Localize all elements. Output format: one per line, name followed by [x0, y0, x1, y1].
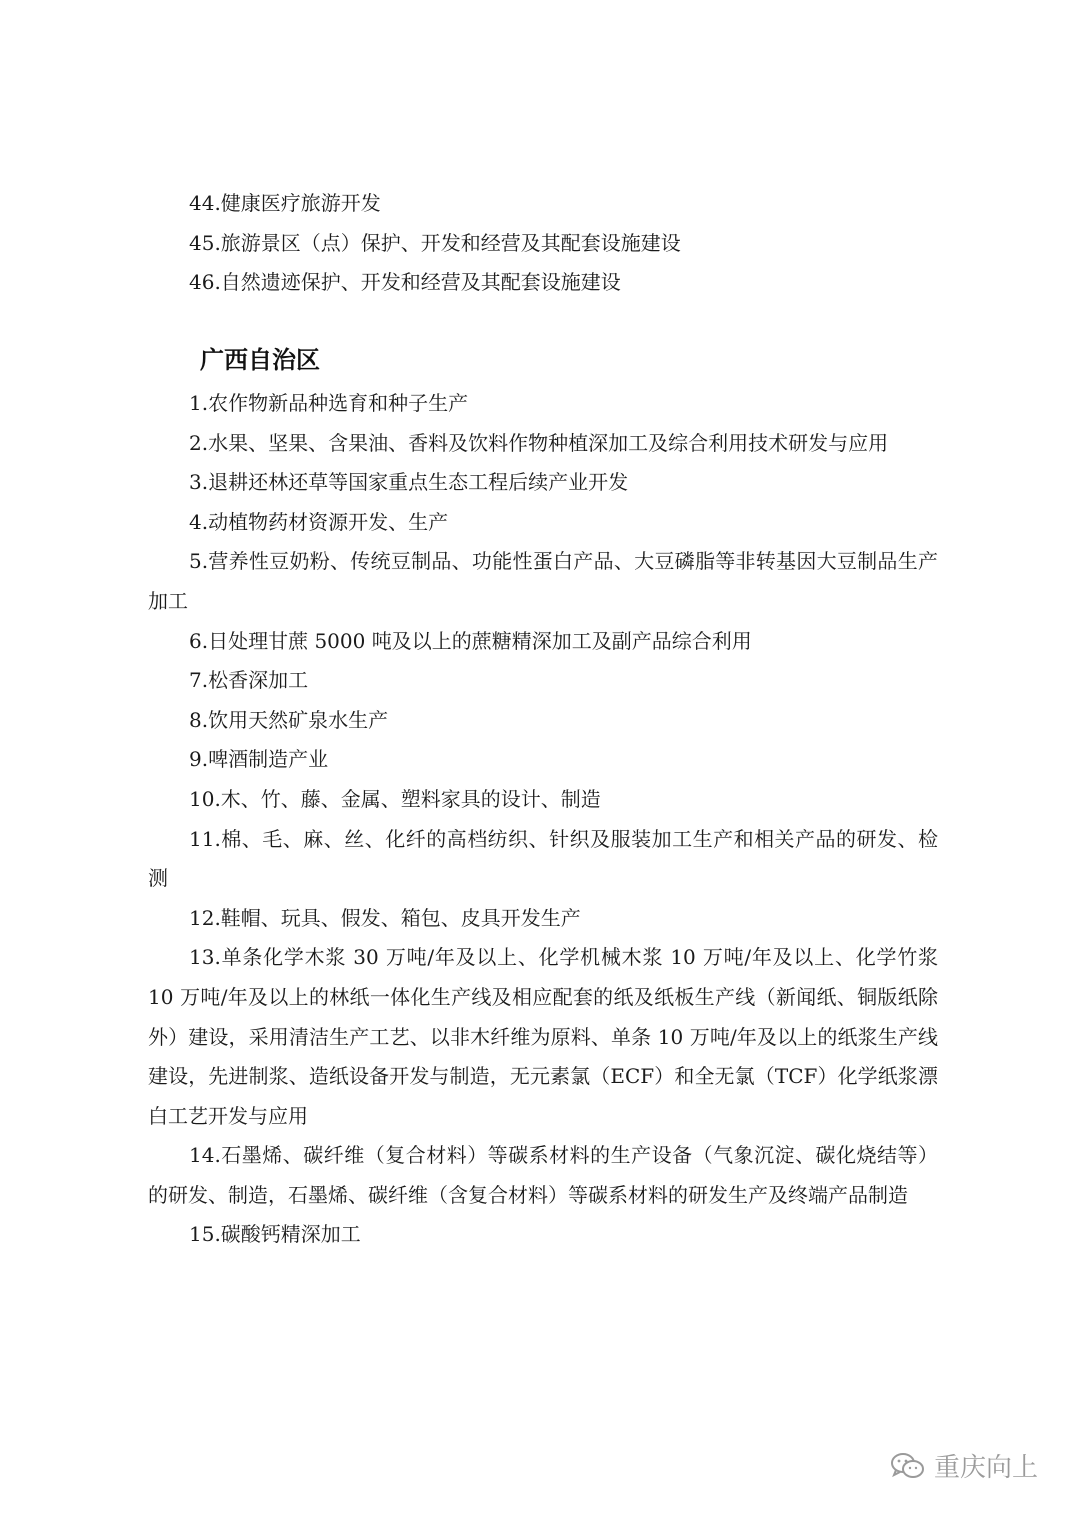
wechat-icon: [890, 1451, 926, 1481]
list-item: 11.棉、毛、麻、丝、化纤的高档纺织、针织及服装加工生产和相关产品的研发、检测: [148, 826, 938, 891]
list-item: 13.单条化学木浆 30 万吨/年及以上、化学机械木浆 10 万吨/年及以上、化学竹浆 10 万吨/年及以上的林纸一体化生产线及相应配套的纸及纸板生产线（新闻纸、铜版纸除外）建设，采用清洁生产工艺、以非木纤维为原料、单条 10 万吨/年及以上的纸浆生产线建设，先进制浆、造纸设备开发与制造，无元素氯（ECF）和全无氯（TCF）化学纸浆漂白工艺开发与应用: [148, 945, 938, 1128]
list-item: 4.动植物药材资源开发、生产: [189, 509, 449, 534]
list-item: 3.退耕还林还草等国家重点生态工程后续产业开发: [189, 470, 629, 495]
list-item: 1.农作物新品种选育和种子生产: [189, 391, 469, 415]
list-item: 10.木、竹、藤、金属、塑料家具的设计、制造: [189, 786, 601, 811]
previous-section-list: [148, 184, 938, 303]
list-item: 46.自然遗迹保护、开发和经营及其配套设施建设: [189, 270, 621, 295]
list-item: 7.松香深加工: [189, 668, 309, 693]
list-item: 2.水果、坚果、含果油、香料及饮料作物种植深加工及综合利用技术研发与应用: [189, 430, 889, 455]
list-item: 45.旅游景区（点）保护、开发和经营及其配套设施建设: [189, 230, 681, 255]
watermark: [890, 1447, 1038, 1484]
section-list: [148, 384, 938, 1255]
section-title: 广西自治区: [200, 346, 320, 374]
list-item: 5.营养性豆奶粉、传统豆制品、功能性蛋白产品、大豆磷脂等非转基因大豆制品生产加工: [148, 549, 938, 613]
list-item: 9.啤酒制造产业: [189, 747, 329, 772]
list-item: 6.日处理甘蔗 5000 吨及以上的蔗糖精深加工及副产品综合利用: [189, 628, 752, 653]
list-item: 8.饮用天然矿泉水生产: [189, 707, 389, 732]
watermark-text: 重庆向上: [933, 1453, 1038, 1483]
list-item: 15.碳酸钙精深加工: [189, 1222, 361, 1247]
list-item: 14.石墨烯、碳纤维（复合材料）等碳系材料的生产设备（气象沉淀、碳化烧结等）的研发、制造，石墨烯、碳纤维（含复合材料）等碳系材料的研发生产及终端产品制造: [148, 1143, 938, 1207]
list-item: 44.健康医疗旅游开发: [189, 191, 381, 215]
list-item: 12.鞋帽、玩具、假发、箱包、皮具开发生产: [189, 905, 581, 930]
